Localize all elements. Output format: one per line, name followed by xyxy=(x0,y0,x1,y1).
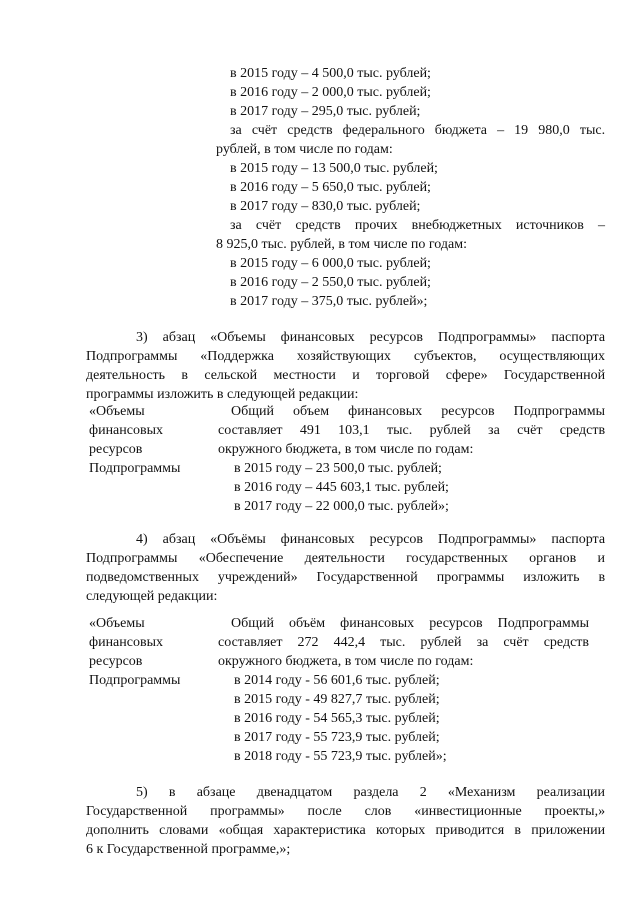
text-line: за счёт средств федерального бюджета – 19 980,0 тыс. xyxy=(230,123,606,138)
paragraph-3-line: программы изложить в следующей редакции: xyxy=(86,387,359,402)
paragraph-5-line: 5) в абзаце двенадцатом раздела 2 «Механизм реализации xyxy=(136,785,606,800)
table-4-value: в 2018 году - 55 723,9 тыс. рублей»; xyxy=(234,749,447,764)
text-line: в 2015 году – 6 000,0 тыс. рублей; xyxy=(230,256,431,271)
table-4-label: финансовых xyxy=(89,635,163,650)
text-line: в 2017 году – 375,0 тыс. рублей»; xyxy=(230,294,428,309)
table-4-value: в 2016 году - 54 565,3 тыс. рублей; xyxy=(234,711,440,726)
table-3-value: в 2016 году – 445 603,1 тыс. рублей; xyxy=(234,480,449,495)
table-3-value: в 2017 году – 22 000,0 тыс. рублей»; xyxy=(234,499,449,514)
table-3-value: Общий объем финансовых ресурсов Подпрограммы xyxy=(231,404,606,419)
table-4-value: Общий объём финансовых ресурсов Подпрограммы xyxy=(231,616,590,631)
table-4-label: ресурсов xyxy=(89,654,143,669)
paragraph-3-line: деятельность в сельской местности и торговой сфере» Государственной xyxy=(86,368,606,383)
table-3-value: в 2015 году – 23 500,0 тыс. рублей; xyxy=(234,461,442,476)
table-3-label: Подпрограммы xyxy=(89,461,181,476)
text-line: 8 925,0 тыс. рублей, в том числе по годам: xyxy=(216,237,467,252)
paragraph-4-line: Подпрограммы «Обеспечение деятельности государственных органов и xyxy=(86,551,606,566)
text-line: в 2015 году – 13 500,0 тыс. рублей; xyxy=(230,161,438,176)
text-line: в 2016 году – 2 550,0 тыс. рублей; xyxy=(230,275,431,290)
table-4-value: в 2017 году - 55 723,9 тыс. рублей; xyxy=(234,730,440,745)
table-4-value: составляет 272 442,4 тыс. рублей за счёт средств xyxy=(218,635,590,650)
table-4-label: Подпрограммы xyxy=(89,673,181,688)
paragraph-4-line: следующей редакции: xyxy=(86,589,218,604)
text-line: рублей, в том числе по годам: xyxy=(216,142,393,157)
table-3-value: составляет 491 103,1 тыс. рублей за счёт средств xyxy=(218,423,606,438)
table-4-value: в 2015 году - 49 827,7 тыс. рублей; xyxy=(234,692,440,707)
text-line: в 2016 году – 2 000,0 тыс. рублей; xyxy=(230,85,431,100)
paragraph-5-line: дополнить словами «общая характеристика которых приводится в приложении xyxy=(86,823,606,838)
table-4-value: в 2014 году - 56 601,6 тыс. рублей; xyxy=(234,673,440,688)
table-3-value: окружного бюджета, в том числе по годам: xyxy=(218,442,474,457)
text-line: в 2017 году – 295,0 тыс. рублей; xyxy=(230,104,421,119)
table-3-label: «Объемы xyxy=(89,404,145,419)
paragraph-5-line: Государственной программы» после слов «инвестиционные проекты,» xyxy=(86,804,606,819)
table-4-label: «Объемы xyxy=(89,616,145,631)
text-line: в 2016 году – 5 650,0 тыс. рублей; xyxy=(230,180,431,195)
paragraph-4-line: подведомственных учреждений» Государственной программы изложить в xyxy=(86,570,606,585)
paragraph-4-line: 4) абзац «Объёмы финансовых ресурсов Подпрограммы» паспорта xyxy=(136,532,606,547)
table-3-label: финансовых xyxy=(89,423,163,438)
paragraph-3-line: 3) абзац «Объемы финансовых ресурсов Подпрограммы» паспорта xyxy=(136,330,606,345)
text-line: за счёт средств прочих внебюджетных источников – xyxy=(230,218,606,233)
table-4-value: окружного бюджета, в том числе по годам: xyxy=(218,654,474,669)
paragraph-3-line: Подпрограммы «Поддержка хозяйствующих субъектов, осуществляющих xyxy=(86,349,606,364)
table-3-label: ресурсов xyxy=(89,442,143,457)
text-line: в 2017 году – 830,0 тыс. рублей; xyxy=(230,199,421,214)
paragraph-5-line: 6 к Государственной программе,»; xyxy=(86,842,291,857)
text-line: в 2015 году – 4 500,0 тыс. рублей; xyxy=(230,66,431,81)
